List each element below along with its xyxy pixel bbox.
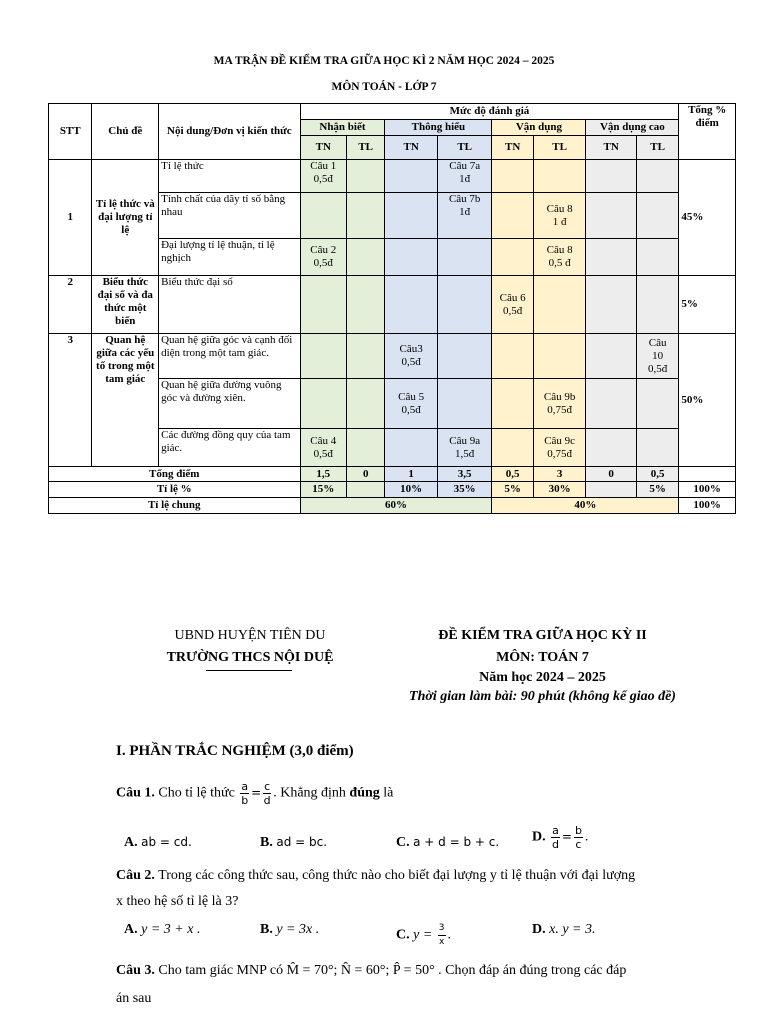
topic2-stt: 2 bbox=[49, 276, 92, 334]
question-label: Câu 1. bbox=[116, 785, 155, 801]
total-cell: 0 bbox=[586, 467, 637, 482]
topic3-stt: 3 bbox=[49, 334, 92, 467]
header-tn: TN bbox=[300, 136, 346, 160]
ratio-cell: 15% bbox=[300, 482, 346, 498]
cell-vd-tl: Câu 9b 0,75đ bbox=[533, 379, 586, 429]
header-noi-dung: Nội dung/Đơn vị kiến thức bbox=[159, 104, 300, 160]
option-c[interactable]: C. a + d = b + c. bbox=[396, 835, 500, 850]
header-tn: TN bbox=[492, 136, 533, 160]
question-text: Trong các công thức sau, công thức nào cho biết đại lượng y tỉ lệ thuận với đại lượng bbox=[158, 868, 636, 883]
matrix-subtitle: MÔN TOÁN - LỚP 7 bbox=[331, 81, 437, 93]
header-tl: TL bbox=[636, 136, 678, 160]
topic3-name: Quan hệ giữa các yếu tố trong một tam giác bbox=[92, 334, 159, 467]
content-cell: Tỉ lệ thức bbox=[159, 160, 300, 193]
cell-vd-tn: Câu 6 0,5đ bbox=[492, 276, 533, 334]
content-cell: Quan hệ giữa góc và cạnh đối diện trong một tam giác. bbox=[159, 334, 300, 379]
tong-diem-label: Tổng điểm bbox=[49, 467, 301, 482]
school-name: TRƯỜNG THCS NỘI DUỆ bbox=[166, 650, 334, 665]
question-text: Cho tam giác MNP có M̂ = 70°; N̂ = 60°; P̂ = 50° . Chọn đáp án đúng trong các đáp bbox=[158, 963, 627, 978]
department-name: UBND HUYỆN TIÊN DU bbox=[174, 628, 326, 643]
option-d[interactable]: D. $\frac{a}{d}$ = $\frac{b}{c}$ . bbox=[532, 824, 589, 851]
ti-le-label: Tỉ lệ % bbox=[49, 482, 301, 498]
cell-vdc-tl: Câu 10 0,5đ bbox=[636, 334, 678, 379]
total-cell: 3 bbox=[533, 467, 586, 482]
topic1-percent: 45% bbox=[679, 160, 736, 276]
school-underline bbox=[206, 670, 292, 671]
question-3 bbox=[116, 961, 716, 981]
content-cell: Biểu thức đại số bbox=[159, 276, 300, 334]
header-stt: STT bbox=[49, 104, 92, 160]
ti-le-chung-right: 40% bbox=[492, 498, 679, 514]
ratio-total: 100% bbox=[679, 482, 736, 498]
total-cell: 3,5 bbox=[437, 467, 492, 482]
exam-duration: Thời gian làm bài: 90 phút (không kể giao đề) bbox=[409, 689, 676, 704]
topic1-name: Tỉ lệ thức và đại lượng tỉ lệ bbox=[92, 160, 159, 276]
question-3-line2: án sau bbox=[116, 991, 152, 1006]
ratio-cell bbox=[586, 482, 637, 498]
option-d[interactable]: D. x. y = 3. bbox=[532, 922, 596, 937]
question-2-line2: x theo hệ số tỉ lệ là 3? bbox=[116, 894, 239, 909]
cell-th-tl: Câu 9a 1,5đ bbox=[437, 429, 492, 467]
exam-subject: MÔN: TOÁN 7 bbox=[496, 650, 589, 665]
question-2 bbox=[116, 866, 716, 886]
cell-vd-tl: Câu 8 1 đ bbox=[533, 193, 586, 239]
cell-th-tl: Câu 7b 1đ bbox=[437, 193, 492, 239]
section-title: I. PHẦN TRẮC NGHIỆM (3,0 điểm) bbox=[116, 743, 354, 759]
cell-nb-tn: Câu 1 0,5đ bbox=[300, 160, 346, 193]
ratio-cell: 5% bbox=[636, 482, 678, 498]
ratio-cell: 5% bbox=[492, 482, 533, 498]
header-tl: TL bbox=[533, 136, 586, 160]
question-text: Cho tỉ lệ thức bbox=[158, 785, 235, 801]
header-van-dung-cao: Vận dụng cao bbox=[586, 120, 679, 136]
content-cell: Quan hệ giữa đường vuông góc và đường xiên. bbox=[159, 379, 300, 429]
content-cell: Đại lượng tỉ lệ thuận, tỉ lệ nghịch bbox=[159, 239, 300, 276]
topic2-name: Biểu thức đại số và đa thức một biến bbox=[92, 276, 159, 334]
header-tl: TL bbox=[347, 136, 385, 160]
total-cell: 0,5 bbox=[492, 467, 533, 482]
ti-le-chung-label: Tỉ lệ chung bbox=[49, 498, 301, 514]
option-a[interactable]: A. y = 3 + x . bbox=[124, 922, 201, 937]
header-muc-do: Mức độ đánh giá bbox=[300, 104, 679, 120]
question-1: Câu 1. Cho tỉ lệ thức $\frac{a}{b}$ = $\frac{c}{d}$ . Khẳng định đúng là bbox=[116, 780, 394, 807]
total-cell: 0 bbox=[347, 467, 385, 482]
exam-title: ĐỀ KIỂM TRA GIỮA HỌC KỲ II bbox=[438, 628, 647, 643]
fraction: $\frac{a}{b}$ bbox=[241, 780, 249, 807]
school-year: Năm học 2024 – 2025 bbox=[479, 670, 606, 685]
header-chu-de: Chủ đề bbox=[92, 104, 159, 160]
topic2-percent: 5% bbox=[679, 276, 736, 334]
matrix-title: MA TRẬN ĐỀ KIỂM TRA GIỮA HỌC KÌ 2 NĂM HỌC 2024 – 2025 bbox=[213, 55, 555, 67]
option-b[interactable]: B. y = 3x . bbox=[260, 922, 320, 937]
content-cell: Các đường đồng quy của tam giác. bbox=[159, 429, 300, 467]
cell-th-tn: Câu3 0,5đ bbox=[385, 334, 438, 379]
total-cell: 0,5 bbox=[636, 467, 678, 482]
cell-th-tn: Câu 5 0,5đ bbox=[385, 379, 438, 429]
total-cell: 1 bbox=[385, 467, 438, 482]
ratio-cell: 35% bbox=[437, 482, 492, 498]
header-tong: Tổng % điểm bbox=[679, 104, 736, 160]
header-van-dung: Vận dụng bbox=[492, 120, 586, 136]
question-label: Câu 2. bbox=[116, 868, 155, 883]
header-nhan-biet: Nhận biết bbox=[300, 120, 385, 136]
fraction: $\frac{c}{d}$ bbox=[263, 780, 271, 807]
ti-le-chung-left: 60% bbox=[300, 498, 492, 514]
ratio-cell: 10% bbox=[385, 482, 438, 498]
header-tl: TL bbox=[437, 136, 492, 160]
cell-nb-tn: Câu 2 0,5đ bbox=[300, 239, 346, 276]
topic3-percent: 50% bbox=[679, 334, 736, 467]
topic1-stt: 1 bbox=[49, 160, 92, 276]
option-b[interactable]: B. ad = bc. bbox=[260, 835, 328, 850]
header-tn: TN bbox=[586, 136, 637, 160]
cell-th-tl: Câu 7a 1đ bbox=[437, 160, 492, 193]
cell-vd-tl: Câu 8 0,5 đ bbox=[533, 239, 586, 276]
option-c[interactable]: C. y = $\frac{3}{x}$ . bbox=[396, 923, 452, 947]
header-tn: TN bbox=[385, 136, 438, 160]
option-a[interactable]: A. ab = cd. bbox=[124, 835, 192, 850]
header-thong-hieu: Thông hiểu bbox=[385, 120, 492, 136]
content-cell: Tính chất của dãy tỉ số bằng nhau bbox=[159, 193, 300, 239]
cell-nb-tn: Câu 4 0,5đ bbox=[300, 429, 346, 467]
cell-vd-tl: Câu 9c 0,75đ bbox=[533, 429, 586, 467]
ratio-cell: 30% bbox=[533, 482, 586, 498]
ti-le-chung-total: 100% bbox=[679, 498, 736, 514]
total-cell: 1,5 bbox=[300, 467, 346, 482]
ratio-cell bbox=[347, 482, 385, 498]
assessment-matrix-table bbox=[48, 103, 736, 514]
question-label: Câu 3. bbox=[116, 963, 155, 978]
